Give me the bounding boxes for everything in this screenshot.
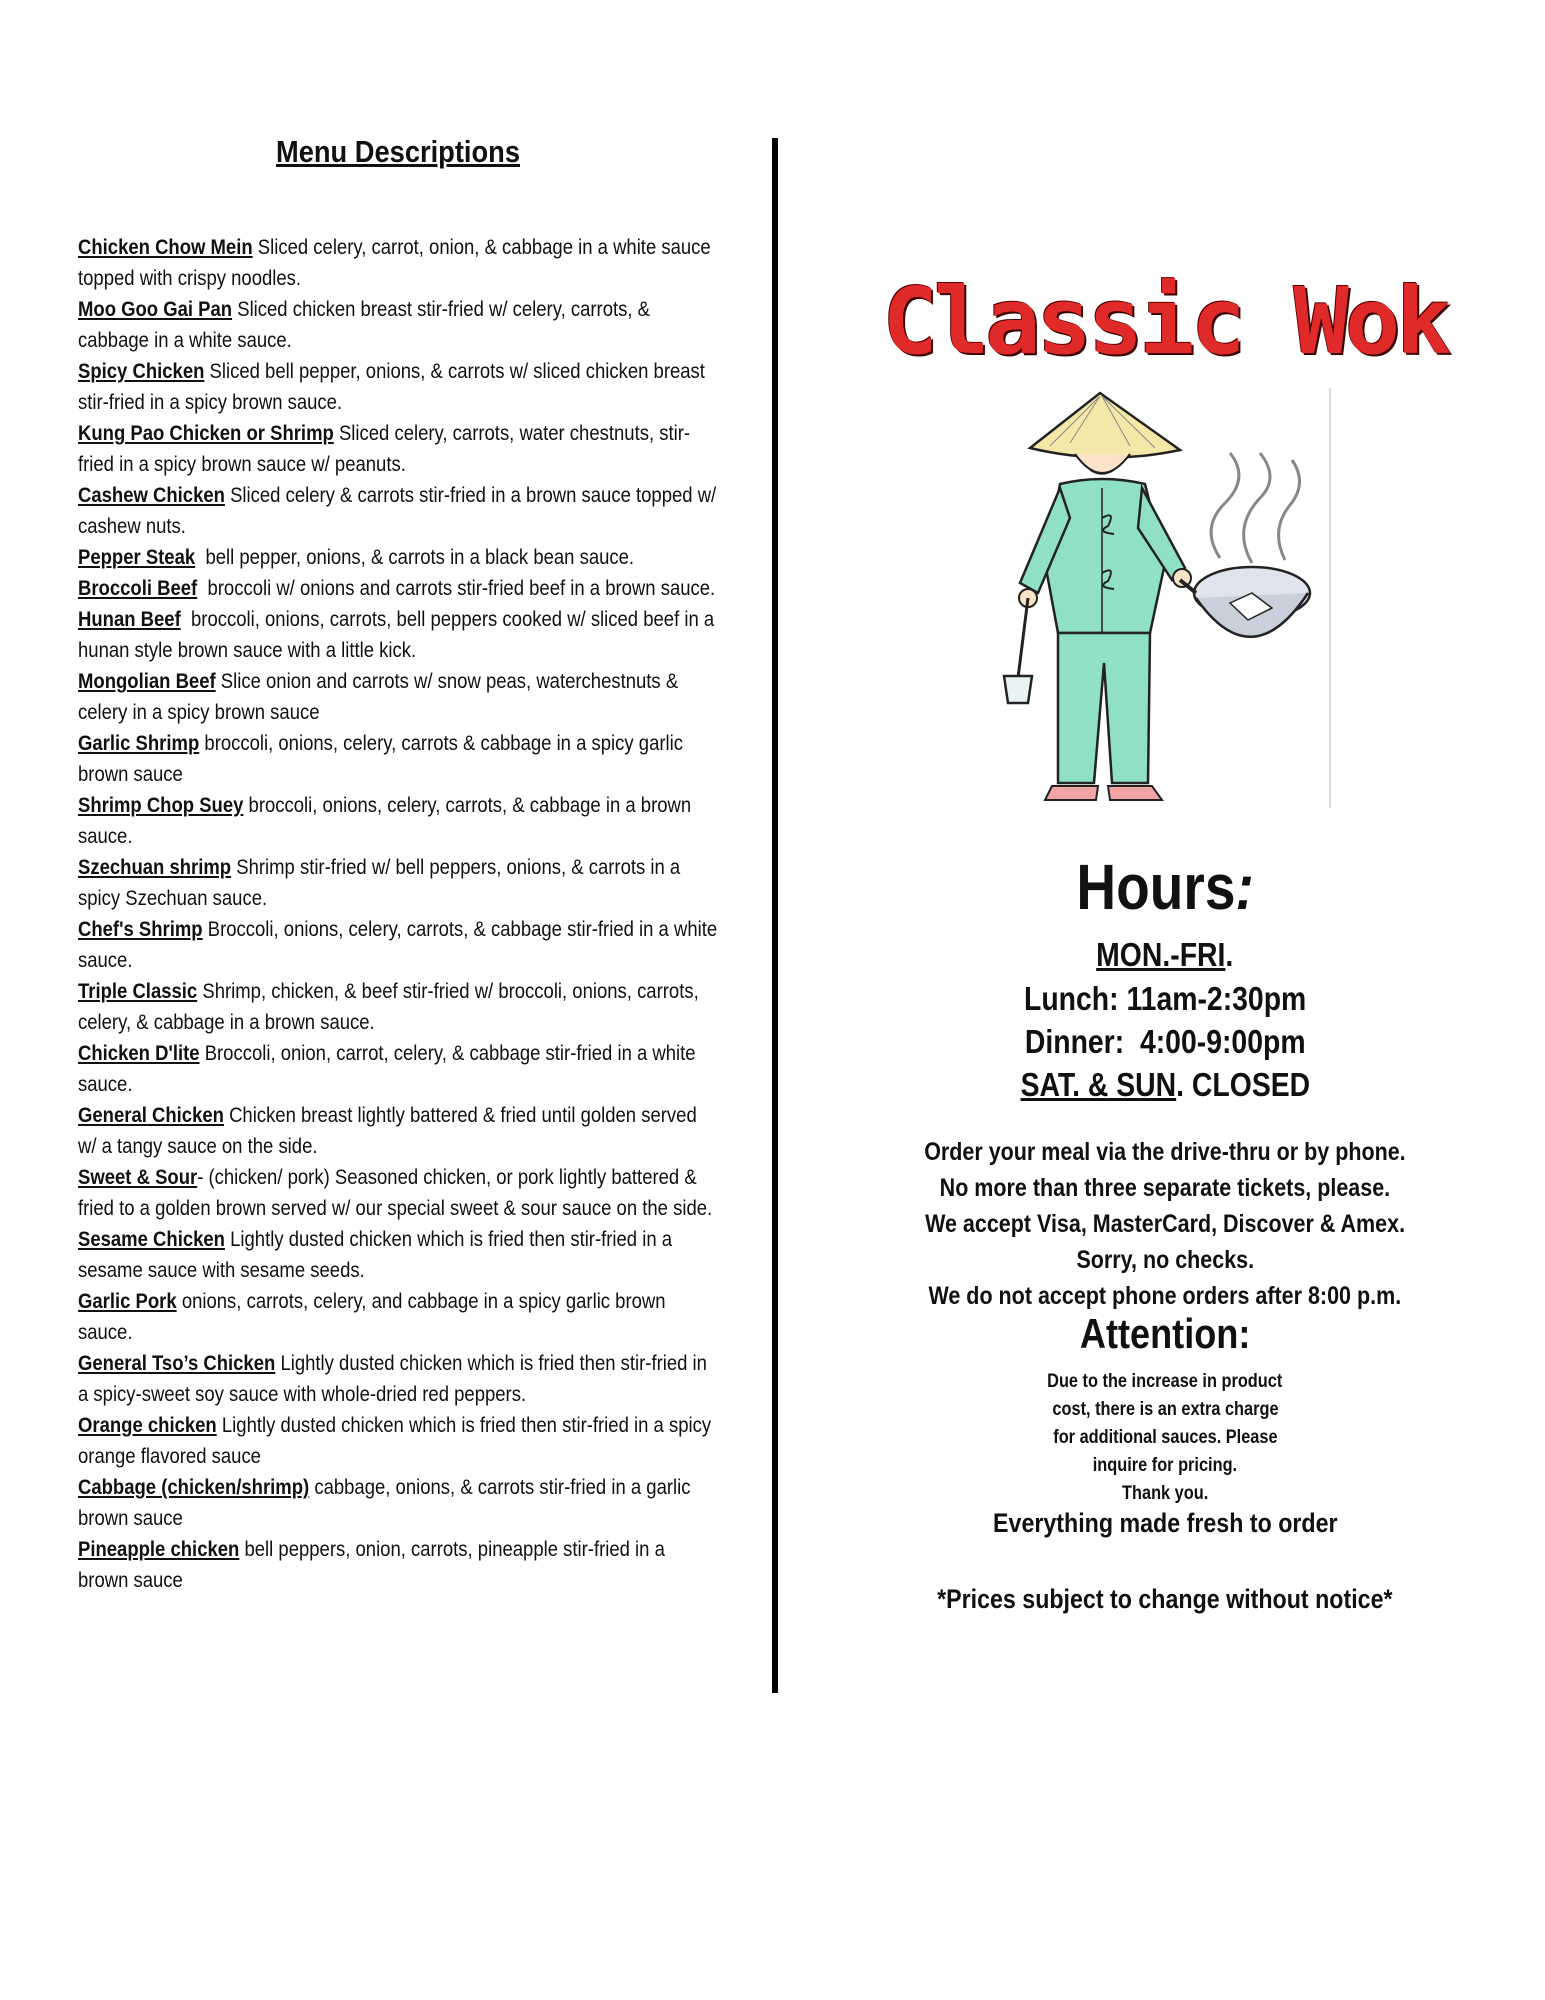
dish-description: Sliced celery, carrots, water chestnuts, stir-fried in a spicy brown sauce w/ peanuts. <box>78 421 691 476</box>
dish-name: Cabbage (chicken/shrimp) <box>78 1475 310 1499</box>
price-disclaimer-text: *Prices subject to change without notice* <box>937 1584 1393 1614</box>
menu-item <box>78 1162 718 1224</box>
dish-name: Triple Classic <box>78 979 198 1003</box>
dish-name: Garlic Shrimp <box>78 731 200 755</box>
dish-name: Pepper Steak <box>78 545 196 569</box>
ordering-note: We accept Visa, MasterCard, Discover & Amex. <box>924 1210 1405 1238</box>
attention-title <box>830 1310 1500 1358</box>
fresh-tagline <box>830 1508 1500 1539</box>
attention-line: Thank you. <box>1121 1483 1209 1504</box>
dish-description: onions, carrots, celery, and cabbage in a spicy garlic brown sauce. <box>78 1289 666 1344</box>
lunch-hours <box>830 980 1500 1018</box>
menu-list <box>78 232 718 1596</box>
fresh-tagline-text: Everything made fresh to order <box>992 1508 1338 1538</box>
dish-name: Orange chicken <box>78 1413 217 1437</box>
ordering-note: We do not accept phone orders after 8:00 p.m. <box>928 1282 1402 1310</box>
weekday-label: MON.-FRI <box>1096 936 1226 973</box>
dish-name: Broccoli Beef <box>78 576 198 600</box>
dish-name: Hunan Beef <box>78 607 181 631</box>
dish-description: Chicken breast lightly battered & fried until golden served w/ a tangy sauce on the side. <box>78 1103 697 1158</box>
dish-description: Lightly dusted chicken which is fried then stir-fried in a spicy orange flavored sauce <box>78 1413 712 1468</box>
price-disclaimer <box>830 1584 1500 1615</box>
dish-description: Sliced celery & carrots stir-fried in a brown sauce topped w/ cashew nuts. <box>78 483 717 538</box>
dish-name: Kung Pao Chicken or Shrimp <box>78 421 334 445</box>
dish-name: Mongolian Beef <box>78 669 216 693</box>
menu-item <box>78 356 718 418</box>
dish-name: Shrimp Chop Suey <box>78 793 244 817</box>
dish-name: Pineapple chicken <box>78 1537 240 1561</box>
menu-item <box>78 542 718 573</box>
dish-name: Sweet & Sour <box>78 1165 198 1189</box>
menu-item <box>78 976 718 1038</box>
dish-name: General Chicken <box>78 1103 224 1127</box>
dish-description: Lightly dusted chicken which is fried then stir-fried in a spicy-sweet soy sauce with whole-dried red peppers. <box>78 1351 707 1406</box>
menu-item <box>78 573 718 604</box>
menu-item <box>78 1100 718 1162</box>
dish-name: Spicy Chicken <box>78 359 205 383</box>
menu-item <box>78 1534 718 1596</box>
dish-description: Sliced bell pepper, onions, & carrots w/ sliced chicken breast stir-fried in a spicy brown sauce. <box>78 359 705 414</box>
dish-name: Moo Goo Gai Pan <box>78 297 233 321</box>
weekend-status: . CLOSED <box>1175 1066 1310 1103</box>
dish-description: Sliced chicken breast stir-fried w/ celery, carrots, & cabbage in a white sauce. <box>78 297 650 352</box>
dish-name: Cashew Chicken <box>78 483 225 507</box>
wok-chef-illustration <box>990 388 1350 828</box>
hours-title-text: Hours <box>1076 851 1236 923</box>
menu-item <box>78 1472 718 1534</box>
ordering-notes <box>830 1134 1500 1314</box>
attention-line: Due to the increase in product <box>1047 1371 1283 1392</box>
dish-name: Szechuan shrimp <box>78 855 232 879</box>
menu-item <box>78 232 718 294</box>
menu-item <box>78 1410 718 1472</box>
ordering-note: No more than three separate tickets, please. <box>939 1174 1391 1202</box>
attention-body <box>830 1368 1500 1508</box>
restaurant-name: Classic Wok <box>882 268 1448 375</box>
dish-name: Chef's Shrimp <box>78 917 203 941</box>
hours-title <box>830 850 1500 924</box>
menu-item <box>78 728 718 790</box>
dish-description: Broccoli, onion, carrot, celery, & cabbage stir-fried in a white sauce. <box>78 1041 696 1096</box>
ordering-note: Order your meal via the drive-thru or by phone. <box>924 1138 1406 1166</box>
weekend-label: SAT. & SUN <box>1020 1066 1176 1103</box>
menu-item <box>78 1224 718 1286</box>
attention-line: cost, there is an extra charge <box>1051 1399 1279 1420</box>
dish-description: - (chicken/ pork) Seasoned chicken, or pork lightly battered & fried to a golden brown served w/ our special sweet & sour sauce on the side. <box>78 1165 713 1220</box>
dish-description: Slice onion and carrots w/ snow peas, waterchestnuts & celery in a spicy brown sauce <box>78 669 679 724</box>
dish-description: broccoli, onions, celery, carrots, & cabbage in a brown sauce. <box>78 793 692 848</box>
menu-item <box>78 1286 718 1348</box>
info-column <box>830 0 1500 2000</box>
dish-description: broccoli w/ onions and carrots stir-fried beef in a brown sauce. <box>207 576 716 600</box>
weekday-suffix: . <box>1225 936 1234 973</box>
attention-line: for additional sauces. Please <box>1052 1427 1278 1448</box>
hours-title-colon: : <box>1235 851 1254 923</box>
dish-description: Shrimp stir-fried w/ bell peppers, onions, & carrots in a spicy Szechuan sauce. <box>78 855 681 910</box>
menu-item <box>78 294 718 356</box>
column-divider <box>772 138 778 1693</box>
dish-name: Sesame Chicken <box>78 1227 225 1251</box>
dish-description: bell pepper, onions, & carrots in a black bean sauce. <box>205 545 635 569</box>
dinner-hours <box>830 1023 1500 1061</box>
dish-name: General Tso’s Chicken <box>78 1351 276 1375</box>
menu-item <box>78 480 718 542</box>
attention-title-text: Attention: <box>1079 1310 1251 1357</box>
weekend-hours <box>830 1066 1500 1104</box>
menu-descriptions-title: Menu Descriptions <box>275 134 521 169</box>
dish-description: Shrimp, chicken, & beef stir-fried w/ broccoli, onions, carrots, celery, & cabbage in a brown sauce. <box>78 979 699 1034</box>
menu-item <box>78 1038 718 1100</box>
menu-item <box>78 790 718 852</box>
dish-description: broccoli, onions, celery, carrots & cabbage in a spicy garlic brown sauce <box>78 731 683 786</box>
menu-item <box>78 914 718 976</box>
menu-item <box>78 1348 718 1410</box>
dish-description: broccoli, onions, carrots, bell peppers cooked w/ sliced beef in a hunan style brown sauce with a little kick. <box>78 607 715 662</box>
hours-days <box>830 936 1500 974</box>
dish-name: Chicken D'lite <box>78 1041 200 1065</box>
dinner-hours-text: Dinner: 4:00-9:00pm <box>1024 1023 1306 1060</box>
dish-description: Sliced celery, carrot, onion, & cabbage in a white sauce topped with crispy noodles. <box>78 235 711 290</box>
menu-item <box>78 604 718 666</box>
lunch-hours-text: Lunch: 11am-2:30pm <box>1023 980 1307 1017</box>
attention-line: inquire for pricing. <box>1092 1455 1238 1476</box>
menu-item <box>78 666 718 728</box>
menu-item <box>78 418 718 480</box>
dish-description: bell peppers, onion, carrots, pineapple stir-fried in a brown sauce <box>78 1537 665 1592</box>
dish-description: cabbage, onions, & carrots stir-fried in a garlic brown sauce <box>78 1475 691 1530</box>
dish-description: Broccoli, onions, celery, carrots, & cabbage stir-fried in a white sauce. <box>78 917 718 972</box>
dish-description: Lightly dusted chicken which is fried then stir-fried in a sesame sauce with sesame seeds. <box>78 1227 673 1282</box>
dish-name: Garlic Pork <box>78 1289 177 1313</box>
ordering-note: Sorry, no checks. <box>1076 1246 1254 1274</box>
menu-item <box>78 852 718 914</box>
dish-name: Chicken Chow Mein <box>78 235 253 259</box>
